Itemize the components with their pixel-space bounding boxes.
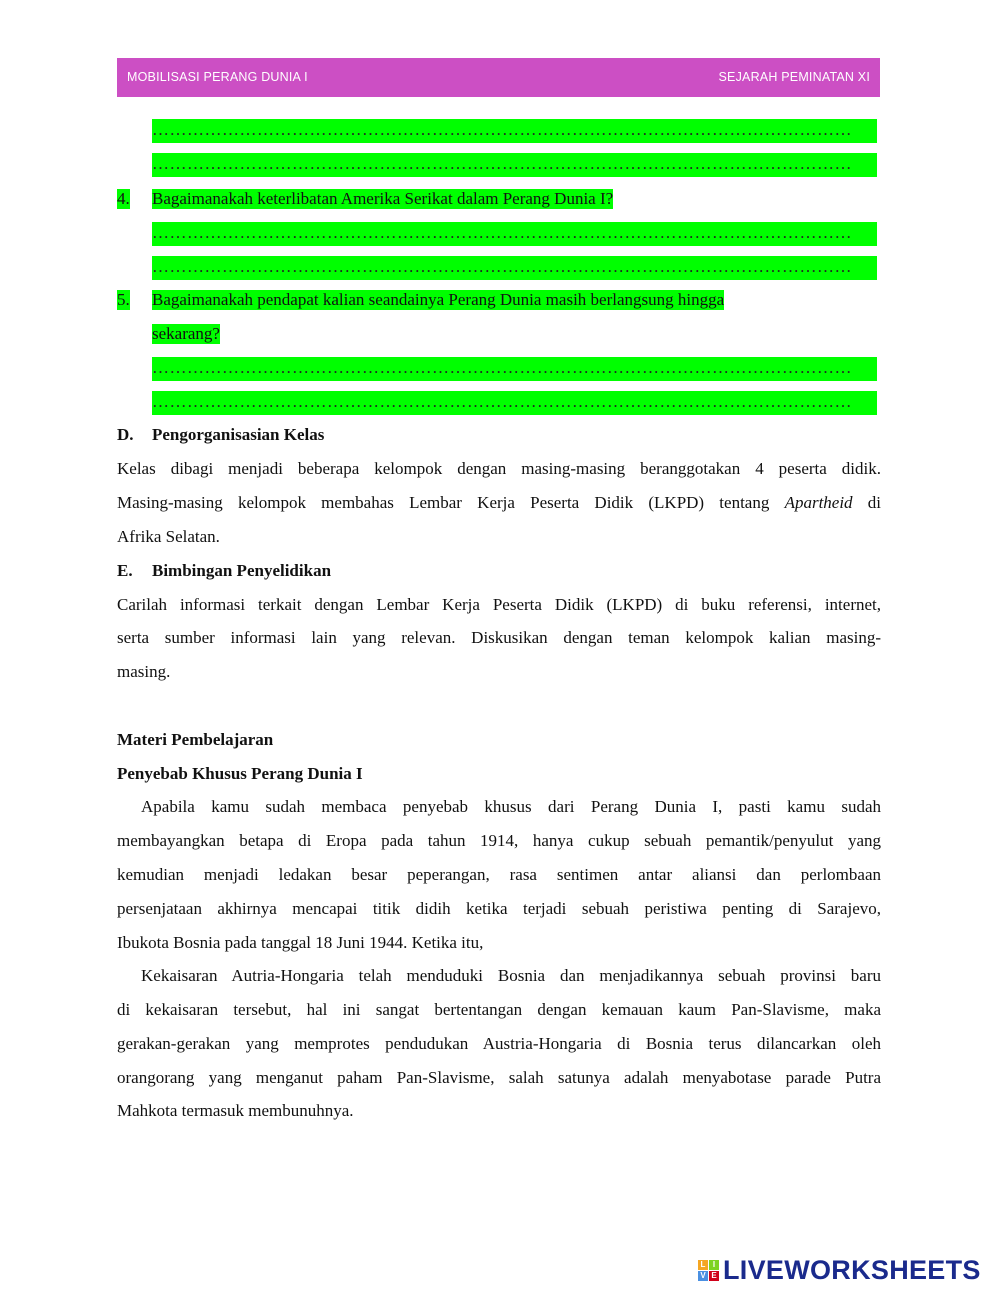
section-d-line: Afrika Selatan.: [117, 527, 220, 546]
liveworksheets-logo: [698, 1255, 981, 1285]
materi-subtitle: Penyebab Khusus Perang Dunia I: [117, 764, 363, 783]
paragraph-line: membayangkan betapa di Eropa pada tahun 1914, hanya cukup sebuah pemantik/penyulut yang: [117, 831, 881, 850]
section-d-title: Pengorganisasian Kelas: [152, 425, 325, 444]
question-number: 4.: [117, 189, 130, 208]
header-right-title: SEJARAH PEMINATAN XI: [718, 70, 870, 84]
page-header: [117, 58, 880, 97]
paragraph-line: kemudian menjadi ledakan besar peperangan, rasa sentimen antar aliansi dan perlombaan: [117, 865, 881, 884]
answer-line[interactable]: …………………………………………………………………………………………………………: [152, 153, 877, 177]
answer-line[interactable]: …………………………………………………………………………………………………………: [152, 222, 877, 246]
section-e-line: Carilah informasi terkait dengan Lembar Kerja Peserta Didik (LKPD) di buku referensi, internet,: [117, 595, 881, 614]
liveworksheets-logo-icon: [698, 1260, 719, 1281]
section-e-line: masing.: [117, 662, 171, 681]
section-e-line: serta sumber informasi lain yang relevan. Diskusikan dengan teman kelompok kalian masing-: [117, 628, 881, 647]
answer-line[interactable]: …………………………………………………………………………………………………………: [152, 391, 877, 415]
paragraph-line: Kekaisaran Autria-Hongaria telah menduduki Bosnia dan menjadikannya sebuah provinsi baru: [141, 966, 881, 985]
answer-line[interactable]: …………………………………………………………………………………………………………: [152, 119, 877, 143]
question-text: Bagaimanakah keterlibatan Amerika Serikat dalam Perang Dunia I?: [152, 189, 614, 208]
answer-line[interactable]: …………………………………………………………………………………………………………: [152, 256, 877, 280]
header-left-title: MOBILISASI PERANG DUNIA I: [127, 70, 308, 84]
section-d-text: di: [867, 493, 882, 512]
section-d-italic-term: Apartheid: [784, 493, 853, 512]
logo-mark-square: V: [698, 1271, 708, 1281]
paragraph-line: gerakan-gerakan yang memprotes pendudukan Austria-Hongaria di Bosnia terus dilancarkan oleh: [117, 1034, 881, 1053]
logo-mark-square: E: [709, 1271, 719, 1281]
section-d-line: [117, 493, 881, 513]
logo-mark-square: I: [709, 1260, 719, 1270]
materi-title: Materi Pembelajaran: [117, 730, 274, 749]
paragraph-line: Apabila kamu sudah membaca penyebab khusus dari Perang Dunia I, pasti kamu sudah: [141, 797, 881, 816]
section-d-line: Kelas dibagi menjadi beberapa kelompok dengan masing-masing beranggotakan 4 peserta didik.: [117, 459, 881, 478]
question-number: 5.: [117, 290, 130, 309]
section-e-letter: E.: [117, 561, 133, 580]
logo-text: LIVEWORKSHEETS: [723, 1254, 981, 1285]
answer-line[interactable]: …………………………………………………………………………………………………………: [152, 357, 877, 381]
section-e-title: Bimbingan Penyelidikan: [152, 561, 332, 580]
paragraph-line: di kekaisaran tersebut, hal ini sangat bertentangan dengan kemauan kaum Pan-Slavisme, maka: [117, 1000, 881, 1019]
question-text-continued: sekarang?: [152, 324, 220, 343]
paragraph-line: Ibukota Bosnia pada tanggal 18 Juni 1944. Ketika itu,: [117, 933, 484, 952]
paragraph-line: persenjataan akhirnya mencapai titik didih ketika terjadi sebuah peristiwa penting di Sarajevo,: [117, 899, 881, 918]
paragraph-line: Mahkota termasuk membunuhnya.: [117, 1101, 354, 1120]
question-text: Bagaimanakah pendapat kalian seandainya Perang Dunia masih berlangsung hingga: [152, 290, 725, 309]
section-d-text: Masing-masing kelompok membahas Lembar Kerja Peserta Didik (LKPD) tentang: [117, 493, 770, 512]
logo-mark-square: L: [698, 1260, 708, 1270]
section-d-letter: D.: [117, 425, 134, 444]
paragraph-line: orangorang yang menganut paham Pan-Slavisme, salah satunya adalah menyabotase parade Putra: [117, 1068, 881, 1087]
